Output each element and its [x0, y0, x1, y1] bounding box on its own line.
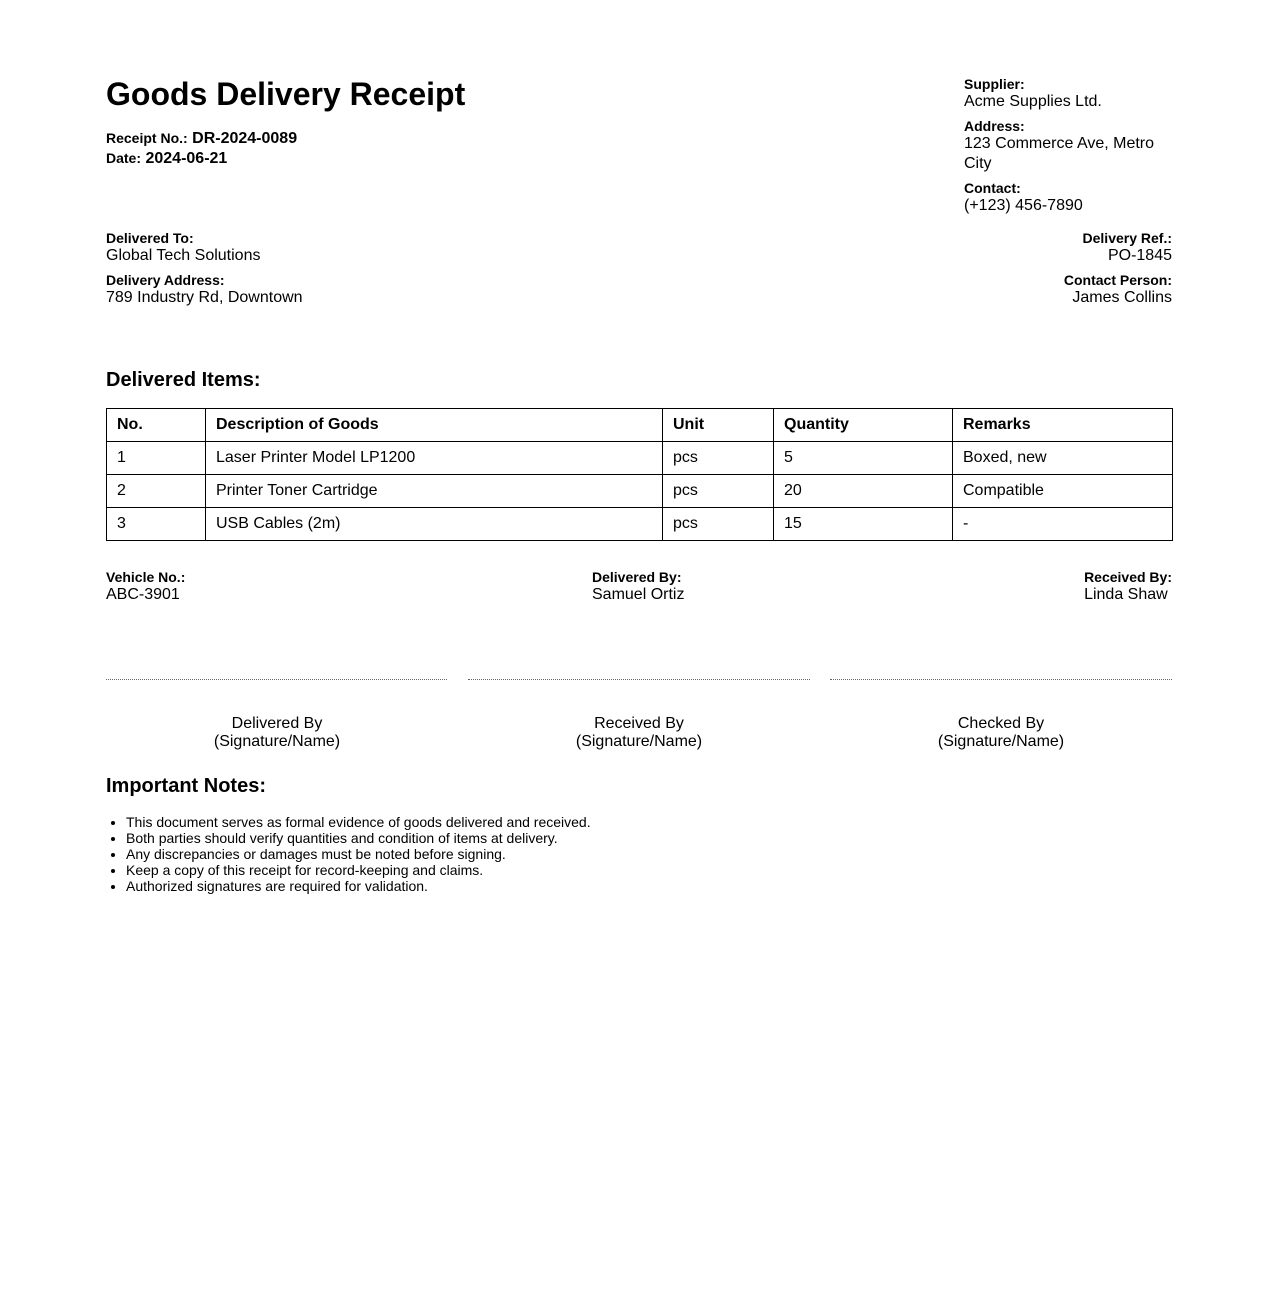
column-header-no: No. [107, 409, 206, 442]
signature-hint: (Signature/Name) [937, 733, 1065, 750]
supplier-name: Acme Supplies Ltd. [964, 93, 1102, 110]
signature-caption-received [468, 715, 810, 751]
cell-unit: pcs [663, 508, 774, 541]
cell-description: USB Cables (2m) [206, 508, 663, 541]
cell-remarks: Compatible [953, 475, 1173, 508]
list-item: • Keep a copy of this receipt for record-keeping and claims. [126, 862, 591, 878]
cell-description: Printer Toner Cartridge [206, 475, 663, 508]
receipt-date-line [106, 148, 297, 168]
cell-quantity: 20 [774, 475, 953, 508]
notes-list [106, 814, 591, 894]
supplier-contact: (+123) 456-7890 [964, 197, 1083, 214]
cell-remarks: Boxed, new [953, 442, 1173, 475]
receipt-meta [106, 128, 297, 168]
signature-line-received [468, 679, 810, 680]
receipt-number-line [106, 128, 297, 148]
delivered-by-name: Samuel Ortiz [592, 586, 685, 603]
cell-no: 2 [107, 475, 206, 508]
receipt-number: DR-2024-0089 [192, 130, 298, 147]
table-row [107, 475, 1173, 508]
supplier-address-field [964, 118, 1172, 174]
contact-person: James Collins [1072, 289, 1172, 306]
list-item: • Both parties should verify quantities and condition of items at delivery. [126, 830, 591, 846]
table-row [107, 442, 1173, 475]
delivery-address-label: Delivery Address: [106, 272, 225, 288]
receipt-date-label: Date: [106, 150, 142, 166]
vehicle-field [106, 569, 185, 605]
signature-hint: (Signature/Name) [213, 733, 341, 750]
contact-person-field [1064, 272, 1172, 308]
delivery-recipient-block [106, 230, 303, 314]
signature-caption-delivered [106, 715, 448, 751]
cell-remarks: - [953, 508, 1173, 541]
cell-no: 1 [107, 442, 206, 475]
received-by-field [1084, 569, 1172, 605]
signature-caption-checked [830, 715, 1172, 751]
receipt-date: 2024-06-21 [145, 150, 228, 167]
delivery-address: 789 Industry Rd, Downtown [106, 289, 303, 306]
signature-role: Received By [594, 715, 684, 732]
signature-line-delivered [106, 679, 447, 680]
delivery-ref: PO-1845 [1107, 247, 1172, 264]
supplier-block [964, 76, 1172, 222]
column-header-description: Description of Goods [206, 409, 663, 442]
items-section-title: Delivered Items: [106, 369, 261, 391]
cell-description: Laser Printer Model LP1200 [206, 442, 663, 475]
cell-unit: pcs [663, 475, 774, 508]
contact-person-label: Contact Person: [1063, 272, 1172, 288]
signature-role: Delivered By [231, 715, 323, 732]
delivered-by-field [592, 569, 684, 605]
column-header-quantity: Quantity [774, 409, 953, 442]
delivery-ref-label: Delivery Ref.: [1082, 230, 1172, 246]
items-table [106, 408, 1173, 541]
column-header-unit: Unit [663, 409, 774, 442]
signature-role: Checked By [957, 715, 1045, 732]
vehicle-number: ABC-3901 [106, 586, 180, 603]
table-row [107, 508, 1173, 541]
column-header-remarks: Remarks [953, 409, 1173, 442]
notes-section-title: Important Notes: [106, 775, 266, 797]
delivered-to-label: Delivered To: [106, 230, 194, 246]
vehicle-label: Vehicle No.: [106, 569, 186, 585]
delivered-by-label: Delivered By: [592, 569, 682, 585]
receipt-number-label: Receipt No.: [106, 130, 188, 146]
list-item: • Authorized signatures are required for validation. [126, 878, 591, 894]
supplier-contact-field [964, 180, 1172, 216]
signature-hint: (Signature/Name) [575, 733, 703, 750]
list-item: • Any discrepancies or damages must be noted before signing. [126, 846, 591, 862]
delivery-address-field [106, 272, 303, 308]
document-title: Goods Delivery Receipt [106, 76, 466, 112]
cell-quantity: 5 [774, 442, 953, 475]
received-by-label: Received By: [1084, 569, 1172, 585]
supplier-address: 123 Commerce Ave, Metro City [964, 135, 1155, 172]
signature-line-checked [830, 679, 1172, 680]
delivered-to: Global Tech Solutions [106, 247, 261, 264]
delivery-ref-field [1064, 230, 1172, 266]
supplier-address-label: Address: [964, 118, 1025, 134]
table-header-row [107, 409, 1173, 442]
cell-unit: pcs [663, 442, 774, 475]
cell-quantity: 15 [774, 508, 953, 541]
supplier-contact-label: Contact: [964, 180, 1021, 196]
supplier-label: Supplier: [964, 76, 1025, 92]
delivery-reference-block [1064, 230, 1172, 314]
list-item: • This document serves as formal evidence of goods delivered and received. [126, 814, 591, 830]
received-by-name: Linda Shaw [1084, 586, 1168, 603]
supplier-field [964, 76, 1172, 112]
delivered-to-field [106, 230, 303, 266]
cell-no: 3 [107, 508, 206, 541]
